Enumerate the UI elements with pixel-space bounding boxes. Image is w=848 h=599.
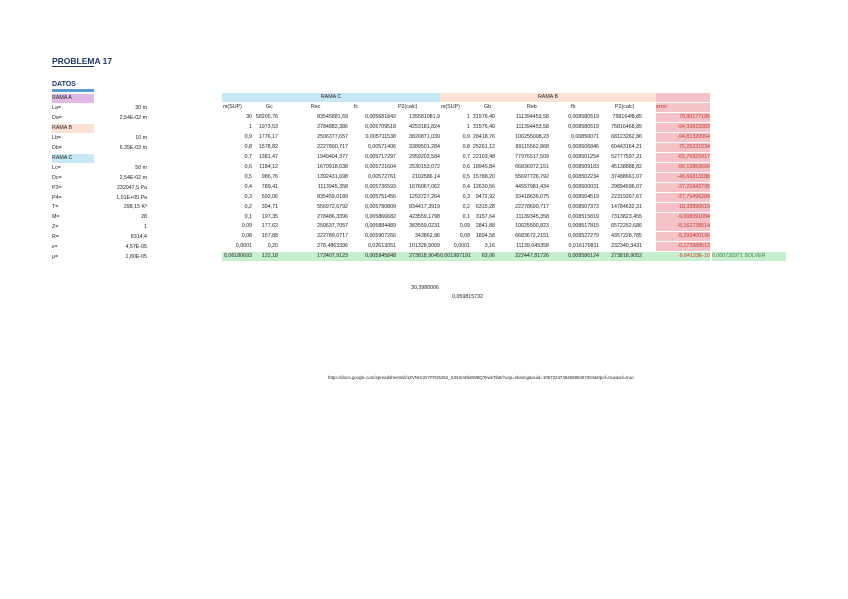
rama-b-cell: 0,008506846	[568, 143, 599, 150]
error-cell: -0,173988513	[656, 242, 710, 251]
rama-c-cell: 383559,0231	[409, 223, 440, 230]
rama-b-cell: 0,008586124	[568, 253, 599, 260]
rama-b-cell: 0,016170811	[568, 243, 599, 250]
header-b-1: Gb	[484, 103, 492, 110]
rama-b-cell: 0,001987191	[440, 253, 471, 260]
param-label: ε=	[52, 244, 58, 251]
error-cell: -9,64133E-10	[656, 252, 710, 261]
param-label: Z=	[52, 224, 59, 231]
rama-c-cell: 423559,1798	[409, 213, 440, 220]
rama-b-cell: 33418636,075	[515, 193, 549, 200]
error-cell: -94,81320964	[656, 133, 710, 142]
rama-c-cell: 0,005751456	[365, 193, 396, 200]
datos-underline	[52, 89, 94, 92]
rama-c-cell: 0,8	[244, 143, 252, 150]
rama-c-cell: 30	[246, 114, 252, 120]
param-value: 232047,5 Pa	[116, 184, 147, 191]
rama-b-cell: 0,008507373	[568, 203, 599, 210]
header-b-3: fb	[571, 103, 576, 110]
rama-b-cell: 0,008580519	[568, 114, 599, 120]
error-cell: -9,008091084	[656, 213, 710, 222]
rama-c-cell: 0,1	[244, 213, 252, 220]
rama-b-cell: 11139,045358	[515, 243, 549, 250]
rama-b-cell: 0,008580519	[568, 123, 599, 130]
error-cell: -18,33890515	[656, 203, 710, 212]
rama-c-cell: 1392431,698	[317, 173, 348, 180]
rama-b-cell: 3157,64	[475, 213, 495, 220]
rama-c-cell: 3389501,284	[409, 143, 440, 150]
rama-b-cell: 0,6	[462, 163, 470, 170]
rama-c-cell: 2530153,072	[409, 163, 440, 170]
error-cell: -27,79496289	[656, 193, 710, 202]
note-value: 30,3980006	[411, 285, 439, 291]
rama-b-cell: 31576,40	[472, 114, 495, 120]
rama-c-cell: 1670918,038	[317, 163, 348, 170]
rama-b-cell: 0,008501254	[568, 153, 599, 160]
error-band-top	[656, 93, 710, 102]
rama-b-cell: 22319267,67	[611, 193, 642, 200]
param-value: 50 m	[135, 164, 147, 171]
rama-c-cell: 343862,86	[414, 233, 440, 240]
rama-b-cell: 0,8	[462, 143, 470, 150]
rama-c-cell: 394,71	[261, 203, 278, 210]
rama-b-cell: 232340,3431	[611, 243, 642, 250]
rama-b-cell: 222447,81726	[515, 253, 549, 260]
rama-b-cell: 31576,40	[472, 123, 495, 130]
rama-b-cell: 0,008504519	[568, 193, 599, 200]
rama-c-cell: 2102586,14	[412, 173, 440, 180]
rama-c-cell: 1973,53	[258, 123, 278, 130]
param-label: M=	[52, 214, 60, 221]
rama-b-cell: 11139345,358	[515, 213, 549, 220]
rama-b-cell: 55697726,792	[515, 173, 549, 180]
header-b-4: P2(calc)	[615, 103, 635, 110]
rama-c-cell: 1776,17	[258, 133, 278, 140]
rama-c-cell: 4253181,824	[409, 123, 440, 130]
rama-c-cell: 1	[249, 123, 252, 130]
param-label: P3=	[52, 184, 62, 191]
rama-b-cell: 0,1	[462, 213, 470, 220]
rama-b-cell: 37488661,07	[611, 173, 642, 180]
error-cell: 78,80177185	[656, 113, 710, 122]
param-label: Lb=	[52, 134, 61, 141]
rama-b-cell: 10025500,823	[515, 223, 549, 230]
param-value: 2,54E-02 m	[119, 114, 147, 121]
rama-b-cell: 0,3	[462, 193, 470, 200]
param-label: μ=	[52, 254, 59, 261]
rama-b-cell: 1	[467, 123, 470, 130]
rama-b-band: RAMA B	[440, 93, 656, 102]
param-value: 28	[141, 214, 147, 221]
param-value: 1,80E-05	[125, 254, 147, 261]
rama-c-cell: 2959203,584	[409, 153, 440, 160]
header-c-3: fc	[354, 103, 359, 110]
rama-b-cell: 0,008500031	[568, 183, 599, 190]
solver-note: 0,000730971 SOLVER	[712, 252, 786, 261]
header-c-2: Rec	[311, 103, 321, 110]
param-label: RAMA C	[52, 154, 94, 163]
rama-c-cell: 0,09	[241, 223, 252, 230]
header-b-0: m(SUP)	[441, 103, 460, 110]
rama-c-cell: 0,00571406	[368, 143, 396, 150]
rama-b-cell: 6683672,2151	[515, 233, 549, 240]
error-cell: -65,76925917	[656, 153, 710, 162]
header-c-0: m(SUP)	[223, 103, 242, 110]
rama-b-cell: 2841,88	[475, 223, 495, 230]
rama-b-cell: 25261,12	[472, 143, 495, 150]
param-label: Dc=	[52, 174, 62, 181]
rama-c-cell: 58205,76	[255, 114, 278, 120]
rama-b-cell: 68123262,86	[611, 133, 642, 140]
rama-b-cell: 0,08	[459, 233, 470, 240]
rama-c-cell: 789,41	[261, 183, 278, 190]
rama-b-cell: 4357228,785	[611, 233, 642, 240]
rama-c-cell: 278486,3396	[317, 213, 348, 220]
rama-c-cell: 986,76	[261, 173, 278, 180]
rama-c-cell: 834417,3919	[409, 203, 440, 210]
header-c-4: P2(calc)	[398, 103, 418, 110]
rama-c-cell: 273818,9045	[409, 253, 440, 260]
rama-b-cell: 60443164,21	[611, 143, 642, 150]
rama-b-cell: 29894596,07	[611, 183, 642, 190]
rama-c-cell: 1676067,062	[409, 183, 440, 190]
rama-c-cell: 0,2	[244, 203, 252, 210]
rama-c-cell: 0,20	[267, 243, 278, 250]
rama-b-cell: 52777597,21	[611, 153, 642, 160]
rama-c-cell: 222789,0717	[317, 233, 348, 240]
param-label: R=	[52, 234, 59, 241]
param-value: 8314,4	[130, 234, 147, 241]
rama-c-cell: 1253727,264	[409, 193, 440, 200]
rama-b-cell: 0,00850071	[571, 133, 599, 140]
rama-b-cell: 0,008509183	[568, 163, 599, 170]
param-label: T=	[52, 204, 59, 211]
rama-c-cell: 2227890,717	[317, 143, 348, 150]
rama-b-cell: 0,5	[462, 173, 470, 180]
param-value: 4,57E-05	[125, 244, 147, 251]
error-cell: -8,162738514	[656, 222, 710, 231]
rama-c-cell: 835459,0189	[317, 193, 348, 200]
error-cell: -94,39815683	[656, 123, 710, 132]
rama-c-cell: 101328,5009	[409, 243, 440, 250]
param-value: 6,35E-03 m	[119, 144, 147, 151]
rama-c-cell: 197,35	[261, 213, 278, 220]
rama-b-cell: 3,16	[484, 243, 495, 250]
rama-b-cell: 45138888,82	[611, 163, 642, 170]
rama-b-cell: 7313823,455	[611, 213, 642, 220]
rama-b-cell: 111394453,58	[515, 114, 549, 120]
rama-c-cell: 556972,6792	[317, 203, 348, 210]
page-title: PROBLEMA 17	[52, 56, 113, 66]
rama-c-cell: 0,005866682	[365, 213, 396, 220]
rama-c-cell: 0,005711538	[365, 133, 396, 140]
rama-c-cell: 0,005717297	[365, 153, 396, 160]
rama-b-cell: 18945,84	[472, 163, 495, 170]
rama-b-cell: 0,008515819	[568, 213, 599, 220]
rama-c-cell: 0,005884489	[365, 223, 396, 230]
rama-c-cell: 157,88	[261, 233, 278, 240]
rama-b-cell: 14784632,31	[611, 203, 642, 210]
error-cell: -46,66813188	[656, 173, 710, 182]
rama-c-cell: 0,6	[244, 163, 252, 170]
sheet-url-link[interactable]: https://docs.google.com/spreadsheets/d/1ZVNHr2zYFR25252_IUNSmDk8W8QTkwkTib8/?usp=sharing&ouid=105722474845989407304&rtpof=true&sd=true	[328, 375, 634, 380]
rama-c-cell: 592,06	[261, 193, 278, 200]
param-value: 30 m	[135, 104, 147, 111]
rama-b-cell: 77976517,509	[515, 153, 549, 160]
rama-c-cell: 0,02613051	[368, 243, 396, 250]
rama-b-cell: 89115562,868	[515, 143, 549, 150]
rama-c-cell: 1184,12	[259, 163, 278, 170]
header-b-2: Reb	[527, 103, 537, 110]
error-cell: -75,25231534	[656, 143, 710, 152]
rama-b-cell: 12630,56	[472, 183, 495, 190]
note-value: 0,059815732	[452, 294, 483, 300]
error-cell: -5,293400196	[656, 232, 710, 241]
rama-b-cell: 0,008517815	[568, 223, 599, 230]
rama-c-cell: 0,3	[244, 193, 252, 200]
rama-b-cell: 0,2	[462, 203, 470, 210]
rama-b-cell: 22278690,717	[515, 203, 549, 210]
rama-b-cell: 273818,9052	[611, 253, 642, 260]
rama-b-cell: 1894,58	[475, 233, 495, 240]
param-label: RAMA A	[52, 94, 94, 103]
rama-c-cell: 135581081,9	[409, 114, 440, 120]
param-label: Da=	[52, 114, 62, 121]
rama-c-cell: 0,08	[241, 233, 252, 240]
param-label: La=	[52, 104, 61, 111]
error-header: error	[656, 103, 710, 112]
rama-b-cell: 63,06	[481, 253, 495, 260]
param-label: Db=	[52, 144, 62, 151]
param-value: 10 m	[135, 134, 147, 141]
rama-b-cell: 1	[467, 114, 470, 120]
rama-c-cell: 1578,82	[258, 143, 278, 150]
param-value: 298,15 Kº	[123, 204, 147, 211]
rama-b-cell: 44557981,434	[515, 183, 549, 190]
rama-c-cell: 0,005736593	[365, 183, 396, 190]
rama-c-band: RAMA C	[222, 93, 440, 102]
rama-c-cell: 1381,47	[258, 153, 278, 160]
rama-c-cell: 250637,7057	[317, 223, 348, 230]
datos-heading: DATOS	[52, 81, 76, 88]
rama-c-cell: 122,18	[261, 253, 278, 260]
rama-c-cell: 3820871,039	[409, 133, 440, 140]
rama-b-cell: 111394453,58	[515, 123, 549, 130]
rama-c-cell: 177,62	[261, 223, 278, 230]
rama-b-cell: 0,008527279	[568, 233, 599, 240]
rama-c-cell: 0,005907266	[365, 233, 396, 240]
rama-b-cell: 66836972,151	[515, 163, 549, 170]
param-value: 1,01E+05 Pa	[116, 194, 147, 201]
rama-c-cell: 0,0001	[235, 243, 252, 250]
rama-c-cell: 0,005721604	[365, 163, 396, 170]
rama-b-cell: 75816468,85	[611, 123, 642, 130]
rama-c-cell: 0,005681842	[365, 114, 396, 120]
rama-c-cell: 1113945,358	[317, 183, 348, 190]
rama-c-cell: 0,005780809	[365, 203, 396, 210]
rama-b-cell: 6572252,686	[611, 223, 642, 230]
rama-c-cell: 2784882,386	[317, 123, 348, 130]
param-label: RAMA B	[52, 124, 94, 133]
header-c-1: Gc	[266, 103, 273, 110]
rama-c-cell: 278,4863396	[317, 243, 348, 250]
rama-b-cell: 28418,76	[472, 133, 495, 140]
rama-b-cell: 15788,20	[472, 173, 495, 180]
rama-b-cell: 100255008,23	[515, 133, 549, 140]
rama-c-cell: 0,7	[244, 153, 252, 160]
rama-b-cell: 0,09	[459, 223, 470, 230]
param-label: P4=	[52, 194, 62, 201]
param-value: 1	[144, 224, 147, 231]
error-cell: -37,21843795	[656, 183, 710, 192]
rama-b-cell: 0,7	[462, 153, 470, 160]
param-value: 2,54E-02 m	[119, 174, 147, 181]
rama-b-cell: 22103,48	[472, 153, 495, 160]
rama-c-cell: 0,06180693	[224, 253, 252, 260]
rama-c-cell: 0,9	[244, 133, 252, 140]
rama-c-cell: 0,005709518	[365, 123, 396, 130]
rama-b-cell: 0,9	[462, 133, 470, 140]
rama-b-cell: 0,008502234	[568, 173, 599, 180]
title-underline	[52, 66, 94, 67]
rama-c-cell: 0,4	[244, 183, 252, 190]
rama-b-cell: 0,0001	[453, 243, 470, 250]
rama-c-cell: 0,005945848	[365, 253, 396, 260]
rama-c-cell: 2506377,657	[317, 133, 348, 140]
rama-c-cell: 0,00572761	[368, 173, 396, 180]
rama-b-cell: 9472,92	[475, 193, 495, 200]
rama-b-cell: 6315,28	[475, 203, 495, 210]
rama-c-cell: 1949404,377	[317, 153, 348, 160]
error-cell: -56,19869666	[656, 163, 710, 172]
rama-c-cell: 0,5	[244, 173, 252, 180]
rama-c-cell: 172407,9123	[317, 253, 348, 260]
rama-b-cell: 758164f8,85	[612, 114, 642, 120]
rama-b-cell: 0,4	[462, 183, 470, 190]
param-label: Lc=	[52, 164, 61, 171]
rama-c-cell: 83545881,69	[317, 114, 348, 120]
